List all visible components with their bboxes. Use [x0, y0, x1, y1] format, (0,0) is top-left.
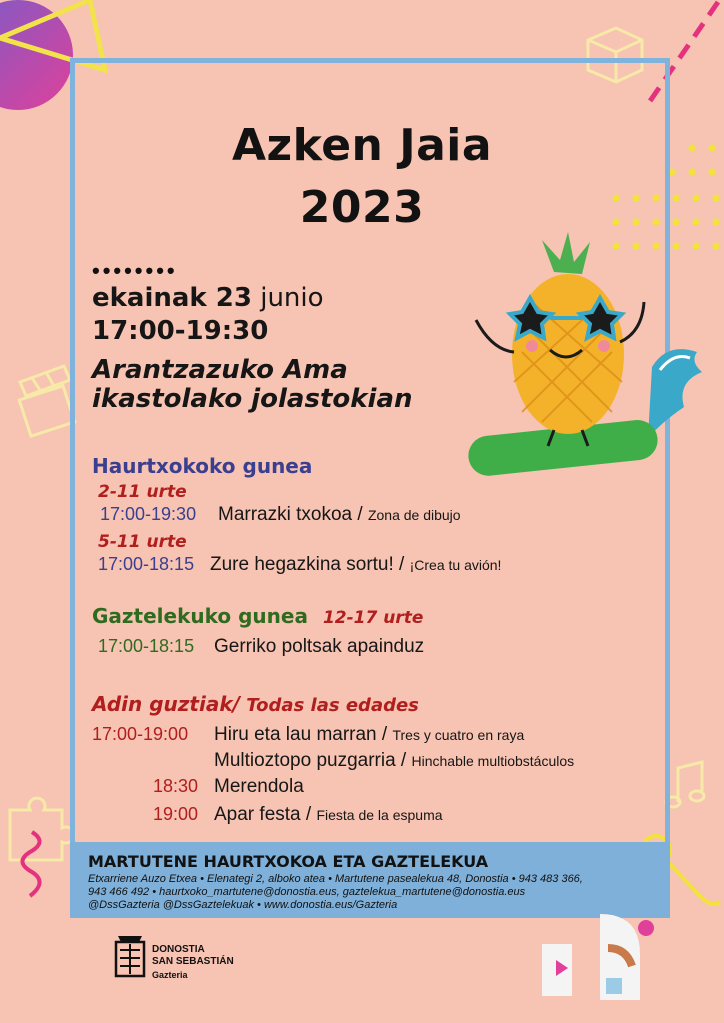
adin-activity-row-3 — [92, 776, 304, 798]
activity-name: Merendola — [214, 776, 304, 797]
haurtxoko-age-1: 2-11 urte — [98, 482, 187, 502]
footer-title: MARTUTENE HAURTXOKOA ETA GAZTELEKUA — [88, 852, 489, 871]
activity-name: Marrazki txokoa — [218, 504, 353, 525]
activity-separator: / — [395, 750, 412, 771]
section-heading-haurtxoko: Haurtxokoko gunea — [92, 454, 313, 478]
poster-title-line1: Azken Jaia — [231, 120, 493, 171]
activity-time: 17:00-18:15 — [98, 554, 195, 574]
event-place-line1: Arantzazuko Ama — [92, 355, 348, 385]
activity-spanish: ¡Crea tu avión! — [409, 557, 502, 573]
footer-contact-line: 943 466 492 • haurtxoko_martutene@donostia.eus, gaztelekua_martutene@donostia.eus — [88, 886, 526, 898]
logo-text-gazteria: Gazteria — [152, 970, 188, 980]
music-note-icon — [664, 758, 708, 814]
activity-name: Zure hegazkina sortu! — [210, 554, 394, 575]
footer-social-line: @DssGazteria @DssGaztelekuak • www.donostia.eus/Gazteria — [88, 899, 398, 911]
activity-spanish: Tres y cuatro en raya — [392, 727, 525, 743]
event-time: 17:00-19:30 — [92, 316, 269, 346]
decor-pink-squiggle — [12, 830, 52, 900]
adin-activity-row-2 — [92, 750, 574, 772]
activity-time: 17:00-19:30 — [100, 504, 197, 524]
adin-activity-row-4 — [92, 804, 443, 826]
haurtxoko-age-2: 5-11 urte — [98, 532, 187, 552]
dg-logo-icon — [536, 908, 668, 1004]
activity-spanish: Fiesta de la espuma — [316, 807, 443, 823]
activity-time: 17:00-18:15 — [98, 636, 195, 656]
activity-separator: / — [300, 804, 317, 825]
activity-time: 19:00 — [152, 804, 198, 824]
event-date — [92, 283, 324, 313]
event-date-basque: ekainak 23 — [92, 283, 252, 313]
adin-heading-basque: Adin guztiak/ — [92, 692, 240, 716]
activity-time: 18:30 — [152, 776, 198, 796]
haurtxoko-activity-row-1 — [100, 504, 461, 526]
activity-time: 17:00-19:00 — [92, 724, 189, 744]
activity-separator: / — [352, 504, 368, 525]
pineapple-mascot-illustration — [462, 232, 712, 482]
logo-text-sansebastian: SAN SEBASTIÁN — [152, 956, 234, 967]
event-place-line2: ikastolako jolastokian — [92, 384, 413, 414]
event-date-spanish: junio — [251, 283, 324, 313]
gaztelekuko-heading-text: Gaztelekuko gunea — [92, 604, 308, 628]
activity-separator: / — [393, 554, 410, 575]
activity-name: Multioztopo puzgarria — [214, 750, 396, 771]
donostia-logo-icon — [112, 932, 148, 980]
gaztelekuko-activity-row — [98, 636, 424, 658]
section-heading-gaztelekuko — [92, 604, 423, 628]
section-heading-adin — [92, 692, 419, 716]
activity-name: Hiru eta lau marran — [214, 724, 377, 745]
adin-activity-row-1 — [92, 724, 524, 746]
activity-spanish: Hinchable multiobstáculos — [411, 753, 575, 769]
haurtxoko-activity-row-2 — [98, 554, 501, 576]
activity-name: Apar festa — [214, 804, 301, 825]
decor-dot-row: •••••••• — [92, 258, 178, 283]
gaztelekuko-age: 12-17 urte — [322, 608, 424, 628]
logo-text-donostia: DONOSTIA — [152, 944, 205, 955]
activity-name: Gerriko poltsak apainduz — [214, 636, 425, 657]
footer-address-line: Etxarriene Auzo Etxea • Elenategi 2, alboko atea • Martutene pasealekua 48, Donostia • 943 483 366, — [88, 873, 583, 885]
adin-heading-spanish: Todas las edades — [239, 695, 419, 716]
poster-title-line2: 2023 — [299, 182, 425, 233]
activity-spanish: Zona de dibujo — [367, 507, 461, 523]
activity-separator: / — [376, 724, 393, 745]
